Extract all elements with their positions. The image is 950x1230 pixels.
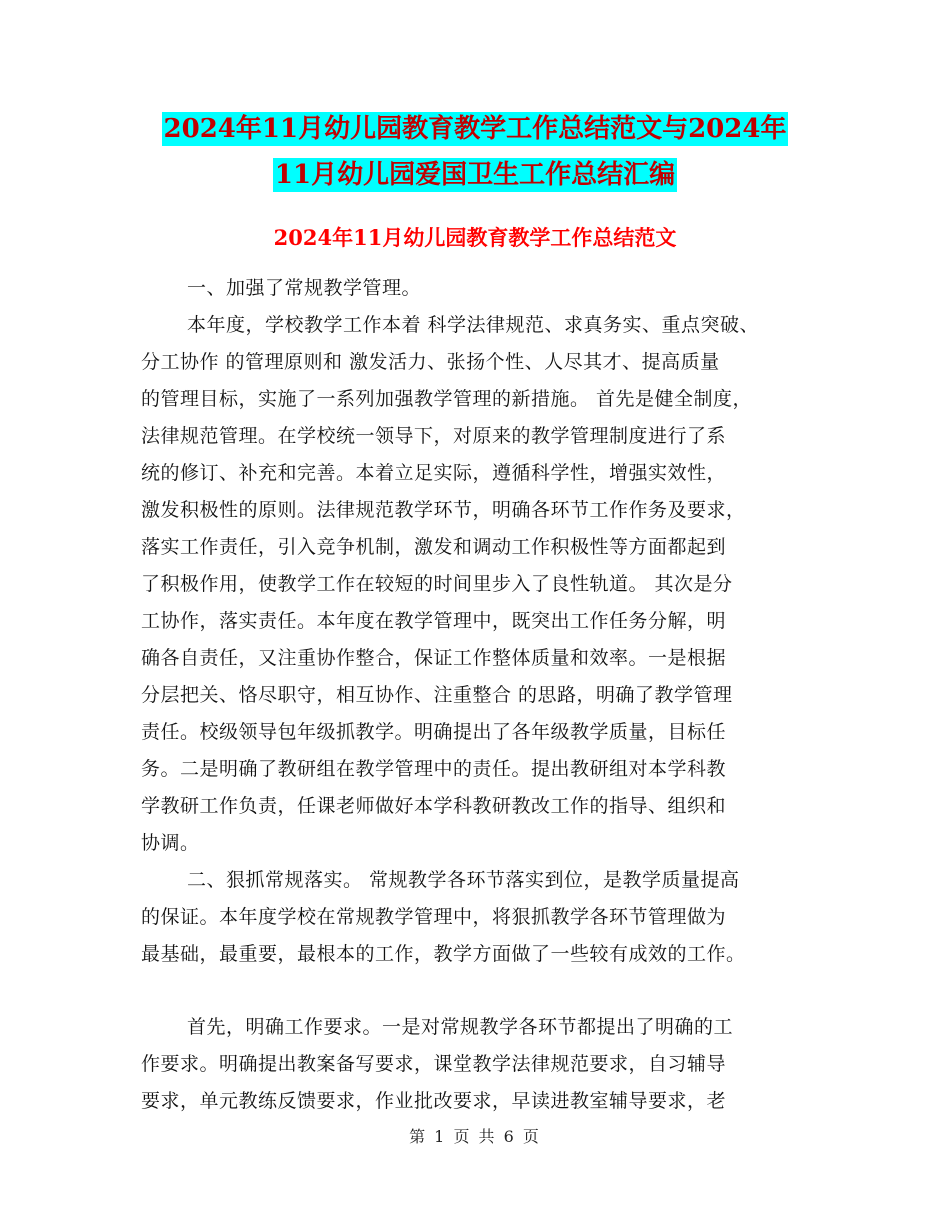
- paragraph-line: 本年度，学校教学工作本着 科学法律规范、求真务实、重点突破、: [187, 314, 760, 336]
- paragraph-line: 了积极作用，使教学工作在较短的时间里步入了良性轨道。 其次是分: [141, 573, 733, 595]
- page-label-suffix: 页: [522, 1127, 541, 1146]
- total-pages: 6: [503, 1127, 516, 1146]
- paragraph-line: 最基础，最重要，最根本的工作，教学方面做了一些较有成效的工作。: [141, 943, 746, 965]
- page-footer: [0, 1124, 950, 1147]
- page-label-prefix: 第: [409, 1127, 428, 1146]
- page-label-mid: 页 共: [453, 1127, 497, 1146]
- paragraph-line: 工协作，落实责任。本年度在教学管理中，既突出工作任务分解，明: [141, 610, 727, 632]
- document-body: [141, 270, 821, 1120]
- paragraph-line: 统的修订、补充和完善。本着立足实际，遵循科学性，增强实效性，: [141, 462, 727, 484]
- section-heading-1: 一、加强了常规教学管理。: [187, 277, 422, 299]
- paragraph-line: 协调。: [141, 832, 200, 854]
- paragraph-line: 落实工作责任，引入竞争机制，激发和调动工作积极性等方面都起到: [141, 536, 727, 558]
- paragraph-line: 确各自责任，又注重协作整合，保证工作整体质量和效率。一是根据: [141, 647, 727, 669]
- title-line-2: 11月幼儿园爱国卫生工作总结汇编: [274, 160, 676, 190]
- paragraph-line: 的保证。本年度学校在常规教学管理中，将狠抓教学各环节管理做为: [141, 906, 727, 928]
- paragraph-line: 作要求。明确提出教案备写要求，课堂教学法律规范要求，自习辅导: [141, 1053, 727, 1075]
- section-title: 2024年11月幼儿园教育教学工作总结范文: [273, 225, 677, 250]
- paragraph-line: 学教研工作负责，任课老师做好本学科教研教改工作的指导、组织和: [141, 795, 727, 817]
- paragraph-line: 要求，单元教练反馈要求，作业批改要求，早读进教室辅导要求，老: [141, 1090, 727, 1112]
- paragraph-line: 责任。校级领导包年级抓教学。明确提出了各年级教学质量，目标任: [141, 721, 727, 743]
- paragraph-line: 首先，明确工作要求。一是对常规教学各环节都提出了明确的工: [187, 1016, 734, 1038]
- paragraph-line: 分工协作 的管理原则和 激发活力、张扬个性、人尽其才、提高质量: [141, 351, 720, 373]
- paragraph-line: 激发积极性的原则。法律规范教学环节，明确各环节工作作务及要求，: [141, 499, 746, 521]
- paragraph-line: 法律规范管理。在学校统一领导下，对原来的教学管理制度进行了系: [141, 425, 727, 447]
- section-heading-2: 二、狠抓常规落实。 常规教学各环节落实到位，是教学质量提高: [187, 869, 740, 891]
- document-title: [0, 112, 950, 204]
- title-line-1: 2024年11月幼儿园教育教学工作总结范文与2024年: [163, 114, 787, 144]
- page-number: 1: [434, 1127, 447, 1146]
- paragraph-line: 分层把关、恪尽职守，相互协作、注重整合 的思路，明确了教学管理: [141, 684, 733, 706]
- paragraph-line: 务。二是明确了教研组在教学管理中的责任。提出教研组对本学科教: [141, 758, 727, 780]
- paragraph-line: 的管理目标，实施了一系列加强教学管理的新措施。 首先是健全制度，: [141, 388, 753, 410]
